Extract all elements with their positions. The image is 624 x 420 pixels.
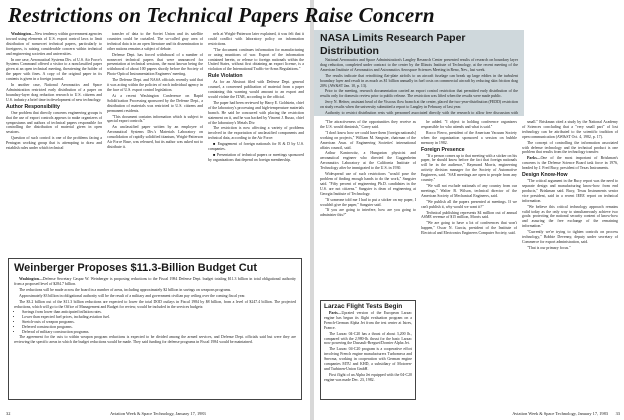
dateline: Parks— (527, 156, 541, 161)
article-paragraph: Washington—New tendency within government agencies toward using elements of U.S. export control laws to limit distribution of nonsecret technical papers, particularly to foreigners, is raising considerable concern within technical and engineering societies and universities. (6, 32, 102, 56)
article-paragraph: In another case, National Aeronautics and Space Administration restricted early distribution of a paper on boundary-layer drag reduction research to U.S. citizens and U.S. industry a brief time in development of new technology. (6, 83, 102, 102)
sidebar-bullet-list (14, 310, 296, 335)
sidebar-body (324, 311, 412, 383)
sidebar-bullet: • Deferral of military construction programs. (22, 330, 296, 335)
left-page (0, 0, 310, 420)
sidebar-paragraph: Approximately $3 billion in obligational authority will be the result of a military and government civilian pay ceiling over the coming fiscal year. (19, 293, 246, 298)
article-paragraph: "Currently we're trying to tighten controls on process technology," Bobbie Devenny, deputy under secretary of Commerce for export administration, said. (522, 230, 618, 244)
right-column-1 (320, 120, 416, 302)
sidebar-paragraph: The Larzac 04-C20 has a thrust of about 3,200 lb., compared with the 2,980-lb. thrust for the basic Larzac now powering the Dassault-Breguet/Dornier Alpha Jet. (324, 331, 412, 346)
article-paragraph: "The document continues information for manufacturing or using munitions of war. Export of the information contained herein, or release to foreign nationals within the United States, without first obtaining an export license, is a violation of the International Traffic-in-Arms Regulations." (208, 47, 304, 72)
article-paragraph: Widespread use of such restrictions "would pose the problem of finding enough hands to do the work," Sangster said. "Fifty percent of engineering Ph.D. candidates in the U.S. are not citizens." Sangster is dean of engineering at Georgia Institute of Technology. (320, 172, 416, 196)
sidebar-paragraph: National Aeronautics and Space Administration's Langley Research Center presented results of research on boundary layer drag reduction, completed under contract to the center by the Illinois Institute of Technology, at the recent meeting of the American Institute of Aeronautics and Astronautics Aerospace Sciences Meeting in Reno, Nev., last week. (320, 58, 518, 72)
footer-caption-left: Aviation Week & Space Technology, January 17, 1983 (110, 411, 206, 416)
larzac-sidebar-box (320, 300, 416, 400)
article-paragraph: An unclassified paper written by an employee of Aeronautical Systems Div.'s Materials Laboratory on consolidation of rapidly solidified titanium, Wright-Patterson Air Force Base, was released, but its author was asked not to distribute it. (107, 125, 203, 149)
article-paragraph: Technical publishing represents $4 million out of annual ASME revenue of $15 million, Morris said. (421, 210, 517, 220)
article-paragraph: nels at Wright-Patterson later explained, it was felt that it could conflict with laboratory policy on information restrictions. (208, 32, 304, 46)
sidebar-title: Larzac Flight Tests Begin (324, 303, 403, 310)
sidebar-paragraph: Authority to restrict distribution rests with personnel associated directly with the research to allow free discussion with (325, 111, 518, 116)
article-paragraph: "The critical argument in the Bucy report was the need to separate design and manufacturing know-how from end products," Briskman said. Bucy, Texas Instruments senior vice president, said in a recent IEEE report on technical information. (522, 179, 618, 203)
sidebar-paragraph: Paris—Uprated version of the European Larzac engine has begun its flight evaluation program on a French-German Alpha Jet from the test center at Istres, France. (324, 311, 412, 330)
right-column-2 (421, 120, 517, 406)
sidebar-paragraph: Washington—Defense Secretary Caspar W. Weinberger is proposing reductions to the Fiscal 1984 Defense Dept. budget totaling $11.3 billion in total obligational authority from a proposed level of $284.7 billion. (14, 277, 296, 286)
section-subhead: Author Responsibility (6, 103, 60, 110)
sidebar-paragraph: First flight of an Alpha Jet equipped with the 04-C20 engine was made Dec. 23, 1982. (324, 372, 412, 382)
sidebar-paragraph: Jerry N. Hefner, assistant head of the Viscous flow branch at the center, placed the two-year-distribution (FEDD) restriction on study results when the university submitted a report to Langley in February of last year. (320, 100, 518, 110)
article-paragraph: As for an Abstract filed with Defense Dept. general counsel, a concerned publication of material from a paper containing this warning would amount to an export and would violate the ITAR, according to the official. (208, 80, 304, 99)
article-paragraph: "We will not exclude nationals of any country from our meetings," Walter B. Wilson, technical director of the American Society of Mechanical Engineers, said. (421, 183, 517, 198)
article-paragraph: The Defense Dept. and NASA officials recently said that it was acting within the policies of each individual agency in the face of U.S. export control legislation. (107, 78, 203, 92)
article-paragraph: "We publish all the papers presented at meetings. If we can't publish it, why would we want it?" (421, 199, 517, 209)
right-column-3 (522, 120, 618, 406)
article-paragraph: small." Briskman cited a study by the National Academy of Sciences concluding that a "very small part" of lost technology can be attributed to the scientific tradition of open communication (AW&ST Oct. 4, 1982, p. 17). (522, 120, 618, 139)
dateline: Washington— (19, 277, 43, 281)
sidebar-paragraph: The reductions will be made across the board in a number of areas, including approximately $2 billion in savings on weapons programs. (19, 287, 232, 292)
sidebar-paragraph: The Larzac 04-C20 program is a cooperative effort involving French engine manufacturers Turbomeca and Snecma, working in cooperation with German engine companies MTU and KHD, a subsidiary of Motoren- und Turbinen-Union GmbH. (324, 347, 412, 371)
article-paragraph: The paper had been reviewed by Harry E. Goldstein, chief of the laboratory's processing and high-temperature materials branch. He said he concurred with placing the restriction statement on it, and he was backed by Vincent J. Russo, chief of the laboratory's Metals Div. (208, 100, 304, 125)
nasa-sidebar-box (314, 30, 524, 116)
article-paragraph: "That is our primary focus." (527, 245, 571, 250)
article-paragraph: transfer of data to the Soviet Union and its satellite countries could be curtailed. The so-called gray area of technical data is in an open literature and its dissemination to other nations remains a subject of debate. (107, 32, 203, 51)
article-paragraph: Arthur Kantrowitz, a Hungarian physicist and aeronautical engineer who directed the Guggenheim Aeronautics Laboratory at the California Institute of Technology after he immigrated to the U.S. in 1930. (320, 151, 416, 171)
sidebar-body (14, 277, 296, 345)
sidebar-bullet: • Stretch-outs of weapon programs. (22, 320, 296, 325)
article-paragraph: "We believe this critical technology approach remains valid today as the only way to simultaneously achieve two goals: protecting the national security content of know-how and assuring the free exchange of the remaining information." (522, 204, 618, 229)
article-paragraph: In one case, Aeronautical Systems Div. of U.S. Air Force's Systems Command offered a visitor to a nonclassified paper given at an open technical meeting, threatening the holder of the paper with fines. A copy of the original paper in its contents is given in a foreign journal. (6, 57, 102, 82)
sidebar-paragraph: The results indicate that retrofitting flat-plate airfoils to an aircraft fuselage can break up large eddies in the turbulent boundary layer and result in as much as $1 billion annually in fuel costs on commercial aircraft by reducing skin friction drag 20% (AW&ST Jan. 10, p. 13). (320, 73, 518, 88)
article-paragraph: Defense Dept. has forced withdrawal of a number of nonsecret technical papers that were announced for presentation at technical sessions, the most known being the withdrawal of about 100 papers shortly before the Society of Photo-Optical Instrumentation Engineers' meeting. (107, 52, 203, 77)
sidebar-title: NASA Limits Research Paper Distribution (320, 32, 466, 57)
article-headline: Restrictions on Technical Papers Raise Concern (8, 3, 435, 27)
article-paragraph: he added. "I object to holding conference organizers responsible for who attends and what is said." (421, 120, 517, 129)
sidebar-bullet: • Deferred construction programs. (22, 325, 296, 330)
sidebar-body (320, 58, 518, 116)
budget-sidebar-box (8, 258, 302, 400)
article-paragraph: "The attractiveness of the opportunities they receive as the U.S. would diminish," Carey said. (320, 120, 416, 129)
section-subhead: Rule Violation (208, 73, 243, 80)
article-paragraph: The restriction is now affecting a variety of problems involved in the exportation of unclassified components and technical data, according to the Air Force: (208, 126, 304, 141)
sidebar-bullet: • Lower than expected fuel prices, including aviation fuel. (22, 315, 296, 320)
article-paragraph: "If a person comes up to that meeting with a sticker on his paper, he should know before the fact that foreign nationals will be in the audience," Raymond Morris, engineering activity division manager for the Society of Automotive Engineers, said. "SAE meetings are open to people from any country." (421, 153, 517, 183)
section-subhead: Foreign Presence (421, 146, 465, 153)
article-paragraph: "We are going to have a lot of conferences that won't happen," Oscar N. Garcia, president of the Institute of Electrical and Electronics Engineers Computer Society, said. (421, 221, 517, 236)
section-subhead: Design Know-How (522, 172, 568, 179)
footer-caption-right: Aviation Week & Space Technology, January 17, 1983 (512, 411, 608, 416)
bullet-paragraph: ■ Engagement of foreign nationals for R & D by U.S. companies. (208, 142, 304, 152)
article-paragraph: "This document contains information which is subject to special export controls." (107, 114, 203, 124)
article-paragraph: "If someone told me I had to put a sticker on my paper, I wouldn't give the paper," Sangster said. (320, 197, 416, 207)
right-page (314, 0, 624, 420)
sidebar-paragraph: Prior to the meeting, research documentation carried an export control restriction that permitted early distribution of the results only for domestic review prior to public release. The restriction was lifted when the results were made public. (320, 89, 518, 99)
article-paragraph: Question of such control is one of the problems facing a Pentagon working group that is attempting to draw and establish rules under which technical (6, 136, 102, 151)
article-paragraph: One problem that directly concerns engineering groups is that the use of export controls appears to make organizers of symposiums and authors of technical papers responsible for controlling the distribution of material given in open sessions. (6, 110, 102, 135)
article-paragraph: Parks—One of the most important of Briskman's concerns is the Defense Science Board task force in 1976, headed by J. Fred Bucy, president of Texas Instruments. (522, 156, 618, 171)
article-paragraph: The concept of controlling the information associated with defense technology and the technical product is one problem that results from the technology transfer. (522, 140, 618, 155)
sidebar-bullet: • Savings from lower than anticipated inflation rates. (22, 310, 296, 315)
dateline: Washington— (11, 32, 35, 36)
article-paragraph: Rocco Fierro, president of the American Vacuum Society when the organization sponsored a session on bubble memory in 1982. (421, 130, 517, 145)
article-paragraph: "I don't know how we could have them [foreign nationals] working on projects," William M. Sangster, chairman of the American Assn. of Engineering Societies' international affairs council, said. (320, 130, 416, 150)
page-number-left: 32 (6, 411, 11, 416)
article-paragraph: At a recent Washington Conference on Rapid Solidification Processing sponsored by the Defense Dept., a distribution of materials was restricted to U.S. citizens and permanent residents. (107, 93, 203, 113)
bullet-paragraph: ■ Presentation of technical papers or meetings sponsored by organizations that depend on foreign membership. (208, 152, 304, 162)
dateline: Paris— (329, 311, 342, 315)
page-number-right: 33 (615, 411, 620, 416)
article-paragraph: "If you are going to interfere, how are you going to administer this?" (320, 208, 416, 218)
sidebar-title: Weinberger Proposes $11.3-Billion Budget Cut (14, 262, 258, 274)
sidebar-paragraph: The $3.2 billion out of the $11.3 billion reductions are expected to lower the total DOD outlays in Fiscal 1984 by $8 billion, from a level of $247.4 billion. The projected reductions, which will go to the Office of Management and Budget for review, would be included in the services budgets: (14, 299, 296, 309)
sidebar-paragraph: The agreement for the cuts to within weapon program reductions is expected to be divided among the armed services, and Defense Dept. officials said but were they are reviewing the specific areas in which the budget reductions would be made. They said funding for defense programs in Fiscal 1984 would be maintained. (14, 334, 296, 344)
